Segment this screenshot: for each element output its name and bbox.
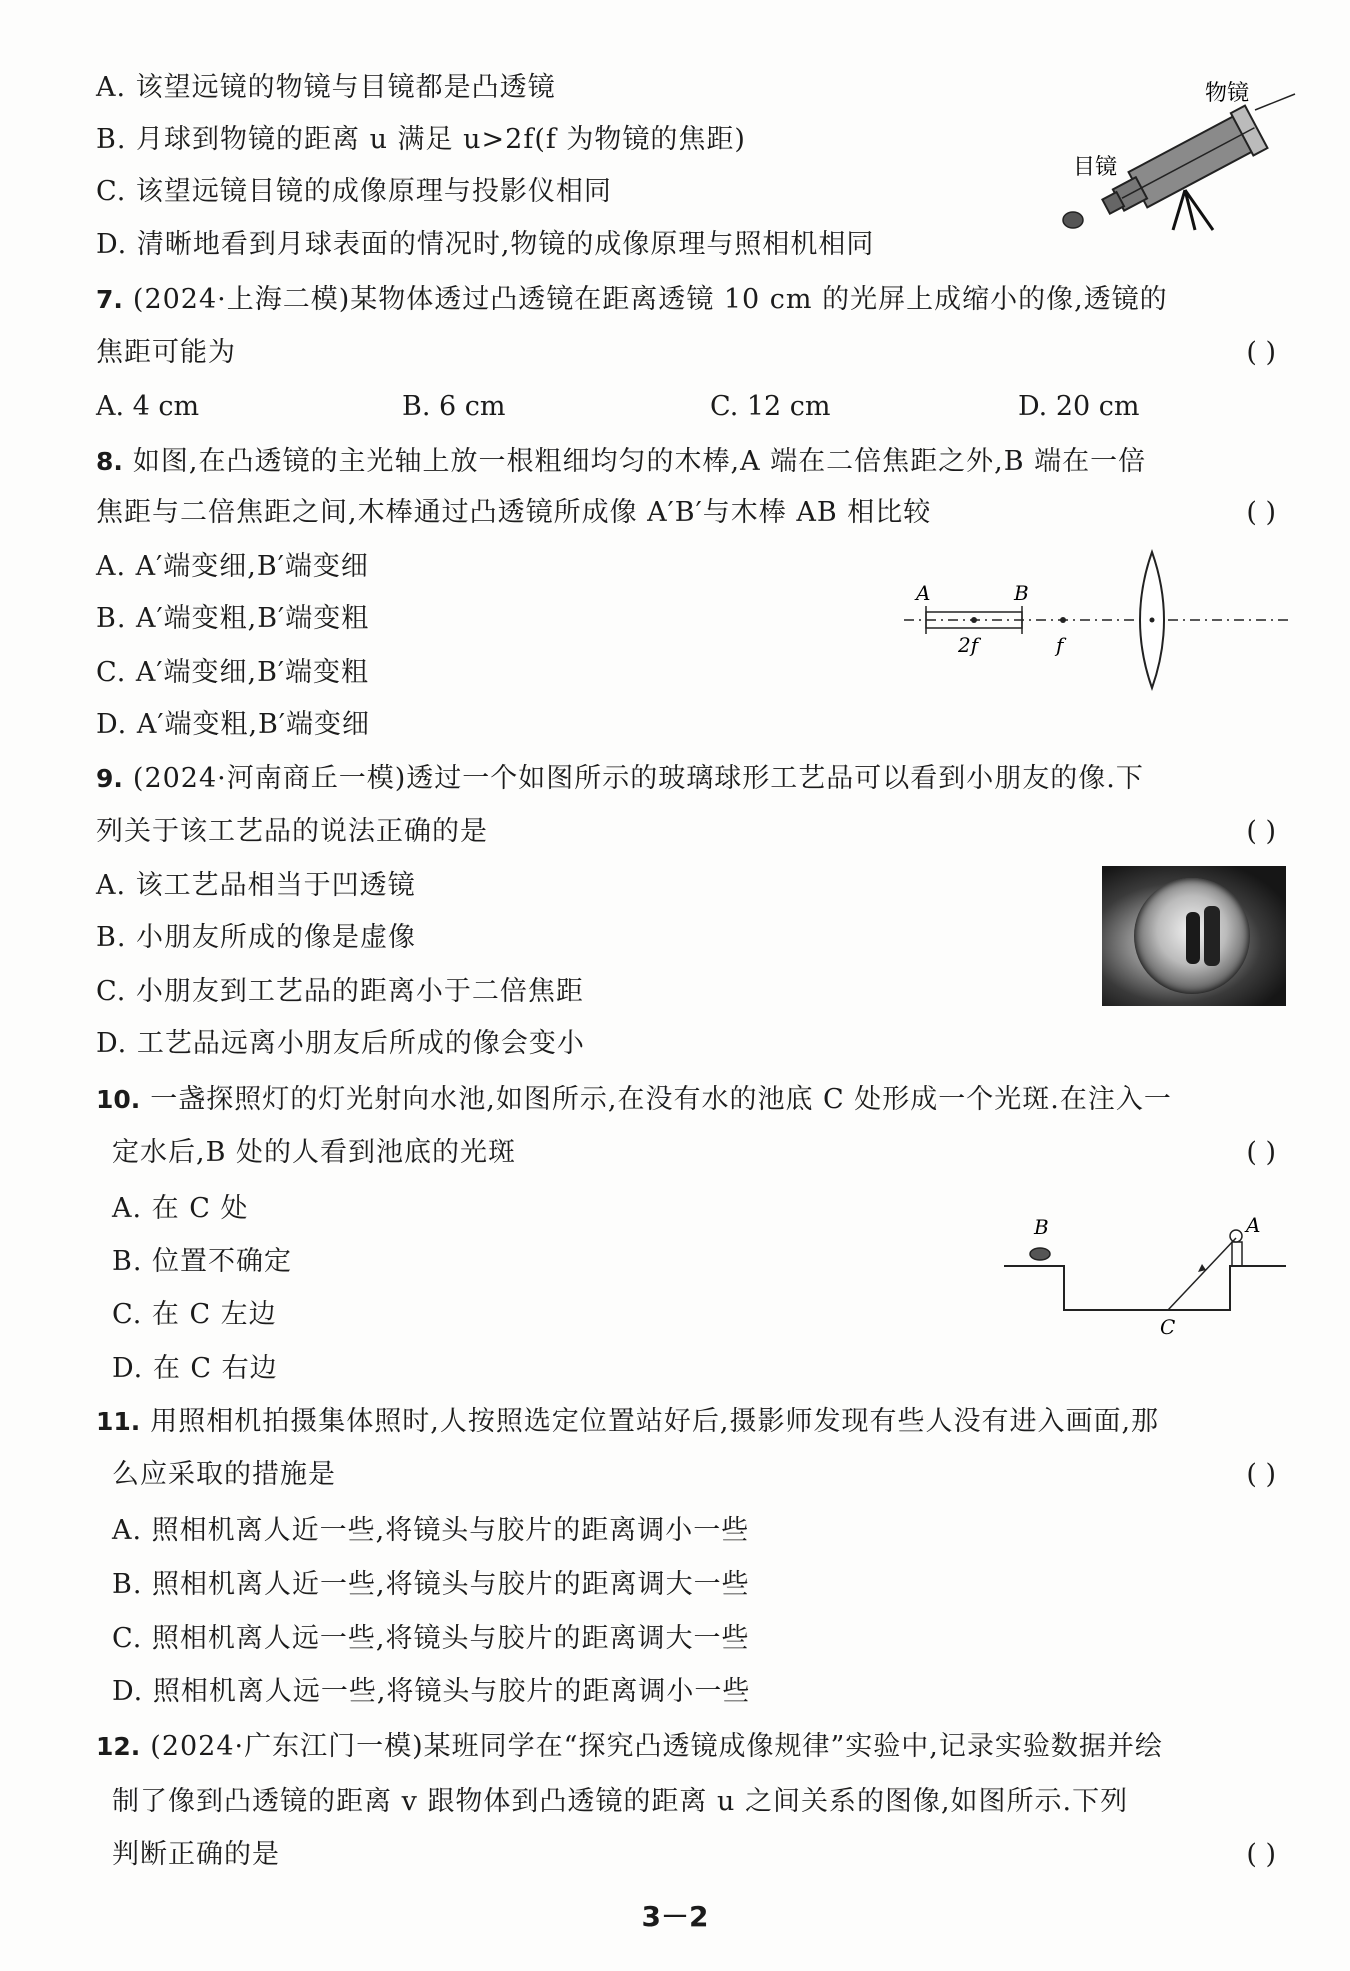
q8-option-d: D. A′端变粗,B′端变细 [96,709,371,740]
q12-text-3: 判断正确的是 [112,1839,280,1870]
q7-line-1 [96,278,1282,322]
tripod [1173,190,1213,230]
q10-text-2: 定水后,B 处的人看到池底的光斑 [112,1137,517,1168]
label-b: B [1034,1215,1049,1239]
q9-option-b: B. 小朋友所成的像是虚像 [96,922,417,953]
q9-line-1 [96,757,1282,801]
q12-line-2: 制了像到凸透镜的距离 v 跟物体到凸透镜的距离 u 之间关系的图像,如图所示.下列 [112,1786,1129,1817]
pool-figure [1000,1198,1290,1348]
q6-option-a: A. 该望远镜的物镜与目镜都是凸透镜 [96,72,556,103]
q8-option-c: C. A′端变细,B′端变粗 [96,657,370,688]
q10-text-1: 一盏探照灯的灯光射向水池,如图所示,在没有水的池底 C 处形成一个光斑.在注入一 [150,1084,1172,1115]
q12-number: 12. [96,1732,141,1761]
telescope-tube [1095,106,1268,228]
q8-text-1: 如图,在凸透镜的主光轴上放一根粗细均匀的木棒,A 端在二倍焦距之外,B 端在一倍 [132,446,1147,477]
q7-option-b: B. 6 cm [402,391,506,422]
q8-answer-paren: ( ) [1246,497,1276,528]
q9-line-2 [96,810,1282,854]
q8-option-a: A. A′端变细,B′端变细 [96,551,369,582]
q7-option-c: C. 12 cm [710,391,831,422]
q7-line-2 [96,331,1282,375]
f-point [1060,617,1066,623]
label-a: A [916,581,931,605]
page-number: 3－2 [641,1900,709,1933]
child-image-2 [1204,906,1220,966]
q8-line-2 [96,491,1282,535]
q8-number: 8. [96,447,123,476]
q11-text-2: 么应采取的措施是 [112,1459,336,1490]
telescope-figure [1055,70,1305,240]
q7-answer-paren: ( ) [1246,337,1276,368]
q9-option-c: C. 小朋友到工艺品的距离小于二倍焦距 [96,976,584,1007]
q8-line-1 [96,440,1282,484]
q12-line-3 [96,1833,1282,1877]
q12-answer-paren: ( ) [1246,1839,1276,1870]
q9-text-2: 列关于该工艺品的说法正确的是 [96,816,488,847]
q7-text-2: 焦距可能为 [96,337,236,368]
q7-option-d: D. 20 cm [1018,391,1140,422]
q11-answer-paren: ( ) [1246,1459,1276,1490]
q12-line-1 [96,1725,1282,1769]
q11-option-c: C. 照相机离人远一些,将镜头与胶片的距离调大一些 [112,1623,750,1654]
eyepiece-label: 目镜 [1073,155,1118,180]
q11-option-b: B. 照相机离人近一些,将镜头与胶片的距离调大一些 [112,1569,750,1600]
q10-option-d: D. 在 C 右边 [112,1353,278,1384]
label-c: C [1160,1315,1176,1339]
q7-option-a: A. 4 cm [96,391,200,422]
q10-option-b: B. 位置不确定 [112,1246,293,1277]
q10-line-1 [96,1078,1282,1122]
q11-text-1: 用照相机拍摄集体照时,人按照选定位置站好后,摄影师发现有些人没有进入画面,那 [150,1406,1160,1437]
searchlight [1230,1230,1242,1242]
q9-option-a: A. 该工艺品相当于凹透镜 [96,870,416,901]
objective-label: 物镜 [1205,81,1250,106]
lamp-stand [1232,1242,1242,1266]
q6-option-c: C. 该望远镜目镜的成像原理与投影仪相同 [96,176,612,207]
eye-icon [1063,212,1083,228]
crystal-ball-photo [1102,866,1286,1006]
q11-line-2 [96,1453,1282,1497]
q10-answer-paren: ( ) [1246,1137,1276,1168]
q10-number: 10. [96,1085,141,1114]
observer-eye-icon [1030,1248,1050,1260]
q10-option-c: C. 在 C 左边 [112,1299,277,1330]
2f-point [971,617,977,623]
q12-text-1: (2024·广东江门一模)某班同学在“探究凸透镜成像规律”实验中,记录实验数据并绘 [150,1731,1163,1762]
light-beam [1168,1238,1236,1310]
optical-center [1150,618,1155,623]
glass-ball [1134,878,1250,994]
q10-line-2 [96,1131,1282,1175]
q9-answer-paren: ( ) [1246,816,1276,847]
pool-outline [1004,1266,1286,1310]
light-ray [1255,94,1295,110]
q10-option-a: A. 在 C 处 [112,1193,249,1224]
q9-option-d: D. 工艺品远离小朋友后所成的像会变小 [96,1028,585,1059]
q11-number: 11. [96,1407,141,1436]
q11-line-1 [96,1400,1282,1444]
lens-figure [900,548,1292,698]
q8-option-b: B. A′端变粗,B′端变粗 [96,603,370,634]
label-2f: 2f [958,633,979,657]
label-a: A [1246,1213,1261,1237]
q6-option-d: D. 清晰地看到月球表面的情况时,物镜的成像原理与照相机相同 [96,229,875,260]
label-b: B [1014,581,1029,605]
label-f: f [1056,633,1064,657]
q7-number: 7. [96,285,123,314]
q7-text-1: (2024·上海二模)某物体透过凸透镜在距离透镜 10 cm 的光屏上成缩小的像,透镜的 [132,284,1168,315]
child-image-1 [1186,912,1200,964]
q9-number: 9. [96,764,123,793]
q9-text-1: (2024·河南商丘一模)透过一个如图所示的玻璃球形工艺品可以看到小朋友的像.下 [132,763,1144,794]
q6-option-b: B. 月球到物镜的距离 u 满足 u>2f(f 为物镜的焦距) [96,124,746,155]
q11-option-a: A. 照相机离人近一些,将镜头与胶片的距离调小一些 [112,1515,750,1546]
q8-text-2: 焦距与二倍焦距之间,木棒通过凸透镜所成像 A′B′与木棒 AB 相比较 [96,497,932,528]
q11-option-d: D. 照相机离人远一些,将镜头与胶片的距离调小一些 [112,1676,751,1707]
